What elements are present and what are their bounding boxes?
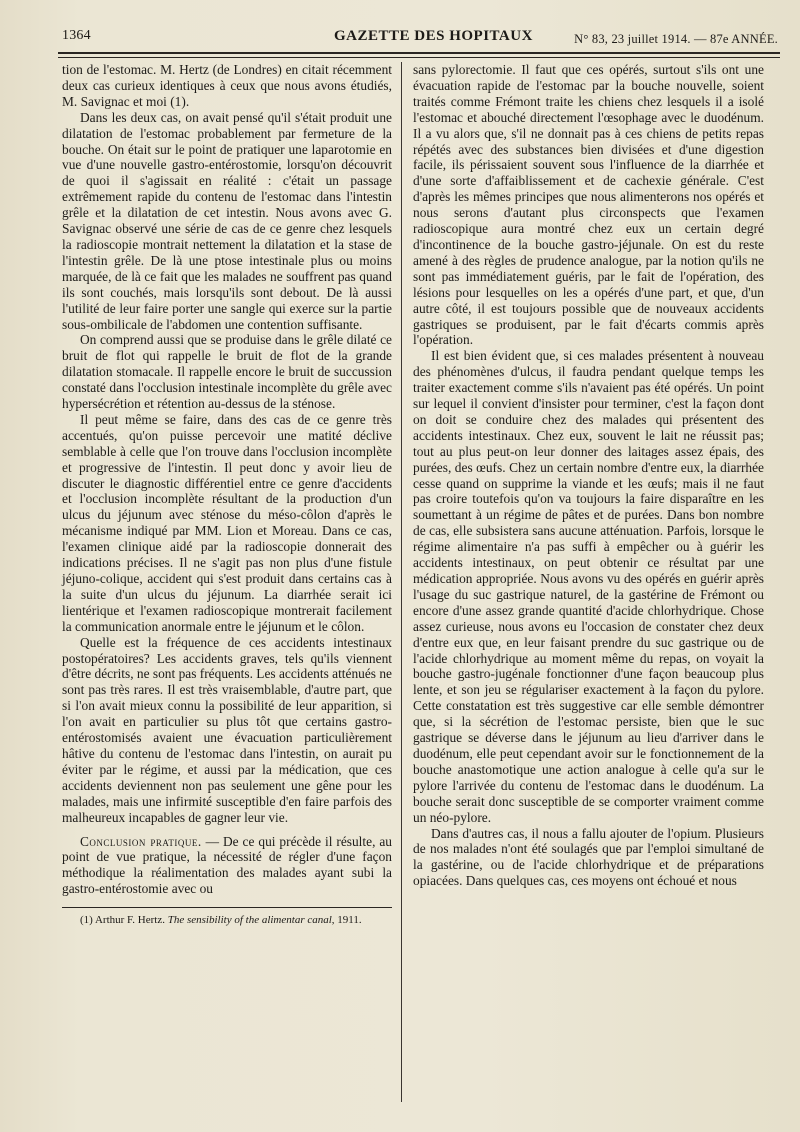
column-divider	[401, 62, 402, 1102]
header-rule-thin	[58, 57, 780, 58]
conclusion-text: — De ce qui précède il résulte, au point de vue pratique, la nécessité de régler d'une façon méthodique la réalimentation des malades ayant subi la gastro-entérostomie avec ou	[62, 833, 392, 897]
paragraph: On comprend aussi que se produise dans le grêle dilaté ce bruit de flot qui rappelle le bruit de flot de la grande dilatation stomacale. Il rappelle encore le bruit de succussion constaté dans l'occlusion intestinale incomplète du grêle avec hypersécrétion et rétention au-dessus de la sténose.	[62, 332, 392, 412]
footnote-title: The sensibility of the alimentar canal	[167, 914, 332, 927]
header-rule-thick	[58, 52, 780, 54]
issue-info: N° 83, 23 juillet 1914. — 87e ANNÉE.	[574, 32, 778, 46]
paragraph: Dans d'autres cas, il nous a fallu ajouter de l'opium. Plusieurs de nos malades n'ont été soulagés que par l'emploi simultané de la gastérine, ou de l'acide chlorhydrique et de préparations opiacées. Dans quelques cas, ces moyens ont échoué et nous	[413, 825, 764, 889]
paragraph: tion de l'estomac. M. Hertz (de Londres) en citait récemment deux cas curieux identiques à ceux que nous avons étudiés, M. Savignac et moi (1).	[62, 62, 392, 109]
page-header	[62, 22, 778, 52]
left-column	[62, 62, 392, 927]
footnote	[62, 914, 392, 927]
paragraph: Il peut même se faire, dans des cas de ce genre très accentués, qu'on puisse percevoir une matité déclive semblable à celle que l'on trouve dans l'occlusion incomplète et progressive de l'intestin. Il peut donc y avoir lieu de discuter le diagnostic différentiel entre ce genre d'accidents et l'occlusion incomplète résultant de la production d'un ulcus du jéjunum avec sténose du méso-côlon d'après le mécanisme indiqué par MM. Lion et Moreau. Dans ce cas, l'examen clinique aidé par la radioscopie donnerait des indications précises. Il ne s'agit pas non plus d'une fistule jéjuno-colique, accident qui s'est produit dans certains cas à la suite d'un ulcus du jéjunum. La diarrhée serait ici lientérique et l'examen radioscopique montrerait facilement la communication anormale entre le jéjunum et le côlon.	[62, 411, 392, 634]
paragraph: sans pylorectomie. Il faut que ces opérés, surtout s'ils ont une évacuation rapide de l'estomac par la bouche nouvelle, soient traités comme Frémont traite les chiens chez lesquels il a isolé l'estomac et abouché directement l'œsophage avec le duodénum. Il a vu alors que, s'il ne donnait pas à ces chiens de petits repas répétés avec des substances bien divisées et d'une digestion facile, ils périssaient souvent sous l'influence de la diarrhée et d'une sorte d'affaiblissement et de cachexie générale. C'est d'après les mêmes principes que nous alimenterons nos opérés et nous serons d'autant plus circonspects que l'examen radioscopique aura montré chez eux un certain degré d'incontinence de la bouche gastro-jéjunale. On est du reste amené à des règles de prudence analogue, par la notion qu'ils ne sont pas immédiatement guéris, par le fait de l'opération, des lésions pour lesquelles on les a opérés d'une part, et que, d'un autre côté, il est toujours possible que de nouveaux accidents gastriques se produisent, par le fait d'écarts commis après l'opération.	[413, 62, 764, 348]
footnote-rule	[62, 907, 392, 908]
page-number: 1364	[62, 28, 91, 43]
footnote-prefix: (1) Arthur F. Hertz.	[80, 914, 168, 927]
paragraph: Il est bien évident que, si ces malades présentent à nouveau des phénomènes d'ulcus, il faudra pendant quelque temps les traiter exactement comme s'ils n'avaient pas été opérés. Un point sur lequel il convient d'insister pour terminer, c'est la façon dont on doit se conduire chez des malades qui présentent des accidents intestinaux. Chez eux, souvent le lait ne réussit pas; tout au plus peut-on leur donner des laitages assez épais, des purées, des œufs. Chez un certain nombre d'entre eux, la diarrhée cesse quand on supprime la viande et les œufs; mais il ne faut pas croire toutefois qu'on va toujours la faire disparaître en les soumettant à un régime de pâtes et de purées. Dans bon nombre de cas, elle subsistera sans aucune atténuation. Parfois, lorsque le régime alimentaire n'a pas suffi à empêcher ou à guérir les accidents intestinaux, on peut obtenir ce résultat par une médication appropriée. Nous avons vu des opérés en guérir après l'usage du suc gastrique naturel, de la gastérine de Frémont ou encore d'une assez grande quantité d'acide chlorhydrique. Chose assez curieuse, nous avons eu l'occasion de constater chez deux d'entre eux que, en leur faisant prendre du suc gastrique ou de l'acide chlorhydrique au moment même du repas, on voyait la bouche gastro-jugénale fonctionner d'une façon beaucoup plus lente, et son jeu se régulariser exactement à la façon du pylore. Cette constatation est très suggestive car elle semble démontrer que, si la sécrétion de l'estomac persiste, bien que le suc gastrique se déverse dans le jéjunum au lieu d'arriver dans le duodénum, elle peut cependant avoir sur le fonctionnement de la bouche anastomotique une action analogue à celle qu'a sur le pylore l'arrivée du contenu de l'estomac dans le duodénum. La bouche serait donc susceptible de se comporter vraiment comme un néo-pylore.	[413, 348, 764, 825]
footnote-suffix: , 1911.	[331, 914, 362, 927]
right-column	[413, 62, 764, 889]
journal-title: GAZETTE DES HOPITAUX	[334, 28, 533, 44]
conclusion-paragraph	[62, 834, 392, 898]
conclusion-label: Conclusion pratique.	[80, 833, 202, 849]
paragraph: Quelle est la fréquence de ces accidents intestinaux postopératoires? Les accidents graves, tels qu'ils viennent d'être décrits, ne sont pas fréquents. Les accidents atténués ne sont pas très rares. Il est très vraisemblable, d'autre part, que si l'on avait mieux connu la possibilité de leur apparition, si l'on avait en particulier su plus tôt que certains gastro-entérostomisés avaient une évacuation particulièrement hâtive du contenu de l'estomac dans l'intestin, on aurait pu éviter par le régime, et aussi par la médication, que ces accidents deviennent non pas seulement une gêne pour les malades, mais une infirmité susceptible d'en faire parfois des malheureux incapables de gagner leur vie.	[62, 634, 392, 825]
paragraph: Dans les deux cas, on avait pensé qu'il s'était produit une dilatation de l'estomac probablement par fermeture de la bouche. On était sur le point de pratiquer une laparotomie en vue d'une nouvelle gastro-entérostomie, lorsqu'on découvrit de quoi il s'agissait en réalité : c'était un passage extrêmement rapide du contenu de l'estomac dans l'intestin grêle et la dilatation de cet intestin. Nous avons avec G. Savignac observé une série de cas de ce genre chez lesquels la radioscopie montrait nettement la dilatation et la stase de l'intestin grêle. De là une ptose intestinale plus ou moins marquée, de là ce fait que les malades ne souffrent pas quand ils sont couchés, mais lorsqu'ils sont debout. De là aussi l'utilité de leur faire porter une sangle qui exerce sur la partie sous-ombilicale de l'abdomen une contention suffisante.	[62, 109, 392, 332]
